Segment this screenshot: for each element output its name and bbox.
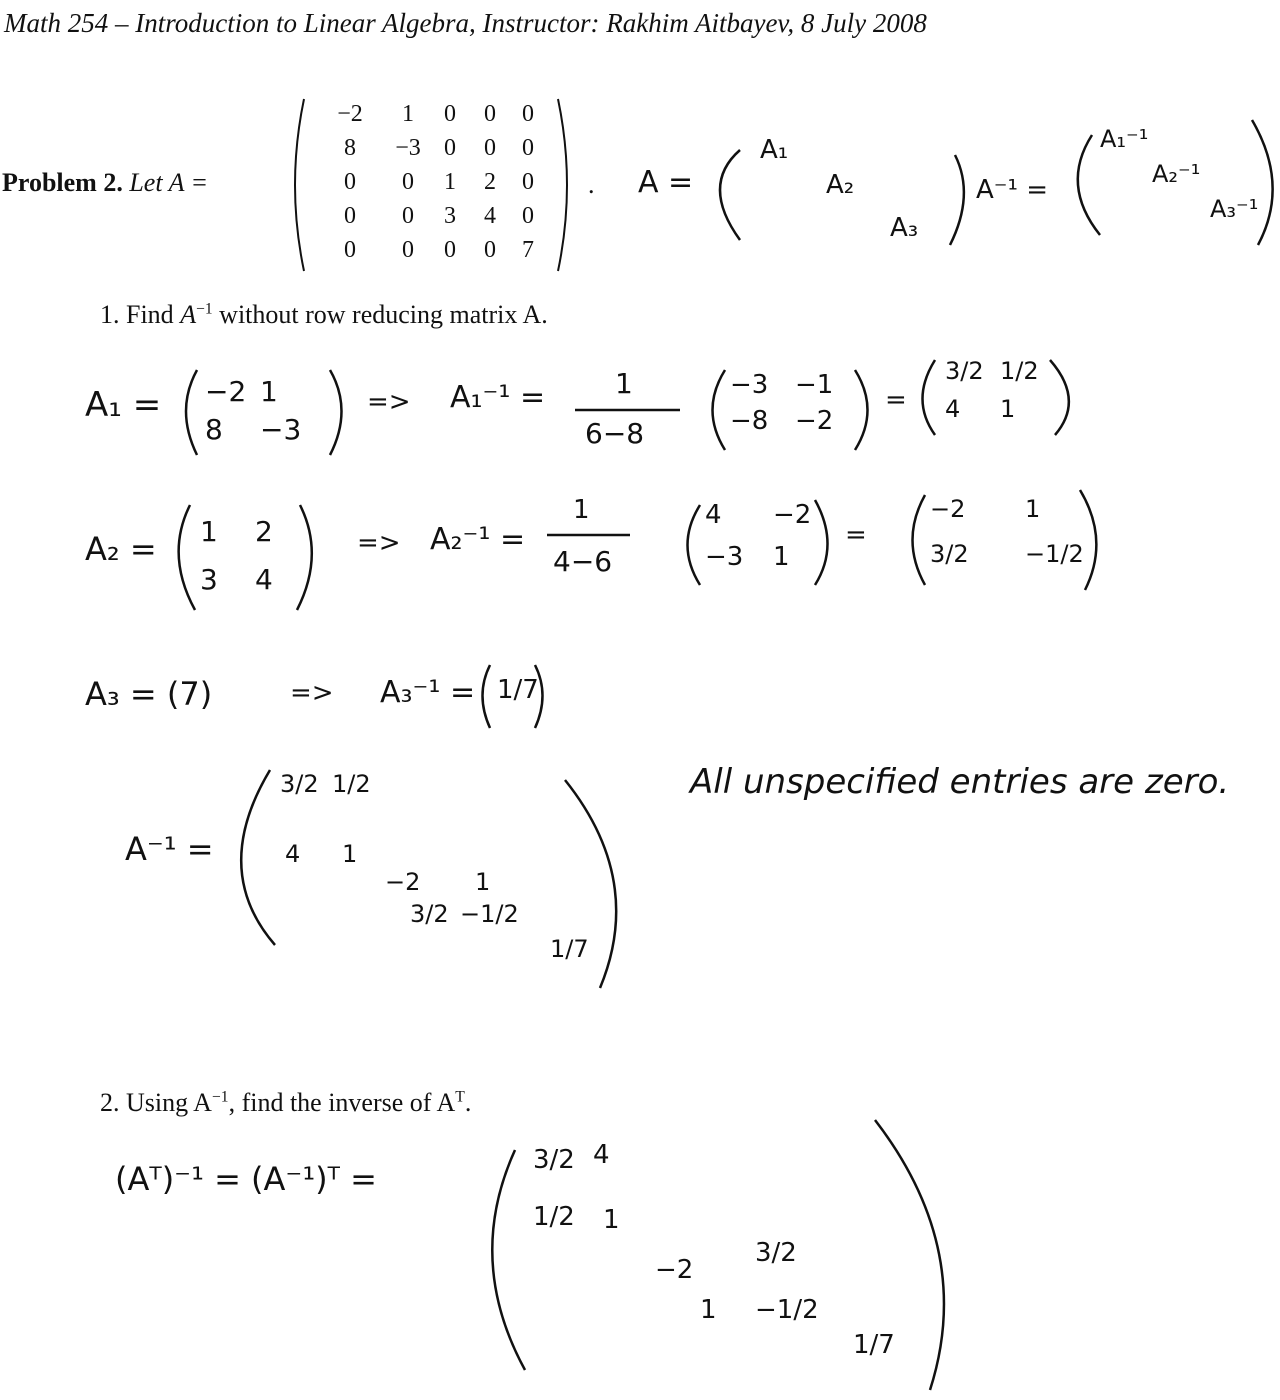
full-inverse-entry: −2 (385, 868, 421, 896)
a1-den: 6−8 (585, 417, 645, 450)
a2-result-entry: −2 (930, 495, 966, 523)
matrix-a-cell: 4 (484, 203, 496, 229)
a2-num: 1 (573, 495, 590, 525)
full-inverse-entry: 3/2 (280, 770, 319, 798)
a1-entry: 8 (205, 413, 223, 446)
a3-label: A₃ = (7) (85, 675, 213, 713)
a1-inverse-line (85, 355, 1185, 465)
a2-adj-entry: −3 (705, 542, 744, 572)
problem-label: Problem 2. (2, 168, 123, 197)
matrix-a-cell: 1 (444, 169, 456, 195)
problem-let: Let A = (129, 168, 209, 197)
matrix-a-cell: 0 (344, 237, 356, 263)
a2-inv-label: A₂⁻¹ = (430, 522, 526, 557)
transpose-lhs: (Aᵀ)⁻¹ = (A⁻¹)ᵀ = (115, 1160, 377, 1198)
matrix-a-cell: 0 (402, 237, 414, 263)
a2-den: 4−6 (553, 545, 613, 578)
transpose-entry: 3/2 (533, 1145, 575, 1175)
matrix-a-cell: 0 (344, 203, 356, 229)
full-inverse-entry: 3/2 (410, 900, 449, 928)
a2-entry: 2 (255, 515, 273, 548)
part2-prompt-mid: , find the inverse of A (228, 1088, 456, 1117)
matrix-a-cell: 0 (522, 169, 534, 195)
a3-inv-label: A₃⁻¹ = (380, 675, 476, 710)
a1-inv-label: A₁⁻¹ = (450, 380, 546, 415)
zero-entries-note: All unspecified entries are zero. (690, 762, 1230, 802)
a1-eq: = (885, 385, 907, 415)
matrix-a-cell: 7 (522, 237, 534, 263)
a2-adj-entry: −2 (773, 500, 812, 530)
a3-inverse-line (85, 650, 685, 740)
block-a-eq: A = (638, 165, 694, 200)
matrix-a-cell: 0 (344, 169, 356, 195)
a1-adj-entry: −2 (795, 406, 834, 436)
part2-prompt-end: . (464, 1088, 472, 1117)
full-inverse (120, 760, 640, 995)
matrix-a-cell: 3 (444, 203, 456, 229)
full-inverse-entry: 1/7 (550, 935, 589, 963)
a1-adj-entry: −3 (730, 370, 769, 400)
transpose-entry: 3/2 (755, 1238, 797, 1268)
transpose-entry: 1/7 (853, 1330, 895, 1360)
matrix-a-period: . (588, 170, 595, 199)
a2-entry: 1 (200, 515, 218, 548)
a2-eq: = (845, 520, 867, 550)
a2-entry: 3 (200, 563, 218, 596)
block-a2inv: A₂⁻¹ (1152, 160, 1201, 188)
matrix-a-cell: 8 (344, 135, 356, 161)
a1-arrow: => (367, 387, 411, 417)
transpose-inverse (115, 1120, 975, 1395)
block-a3inv: A₃⁻¹ (1210, 195, 1259, 223)
transpose-entry: −2 (655, 1255, 694, 1285)
transpose-entry: 4 (593, 1140, 610, 1170)
a2-brackets (85, 490, 1185, 620)
transpose-entry: 1/2 (533, 1202, 575, 1232)
a2-result-entry: 1 (1025, 495, 1041, 523)
transpose-entry: 1 (700, 1295, 717, 1325)
a1-result-entry: 4 (945, 395, 961, 423)
a2-adj-entry: 1 (773, 542, 790, 572)
a1-entry: −3 (260, 413, 302, 446)
a1-result-entry: 1/2 (1000, 357, 1039, 385)
matrix-a-cell: −2 (337, 101, 363, 127)
a3-result: 1/7 (497, 675, 539, 705)
matrix-a (290, 95, 580, 275)
block-a1inv: A₁⁻¹ (1100, 125, 1149, 153)
matrix-a-cell: 0 (522, 203, 534, 229)
a2-adj-entry: 4 (705, 500, 722, 530)
matrix-a-cell: 2 (484, 169, 496, 195)
part2-prompt-sup: −1 (211, 1088, 229, 1106)
part1-prompt-text: 1. Find (100, 300, 181, 329)
a1-entry: −2 (205, 375, 247, 408)
page-header: Math 254 – Introduction to Linear Algebra, Instructor: Rakhim Aitbayev, 8 July 2008 (4, 8, 927, 38)
part2-prompt (100, 1088, 471, 1118)
full-inverse-entry: 4 (285, 840, 301, 868)
matrix-a-cell: 0 (444, 101, 456, 127)
a1-result-entry: 1 (1000, 395, 1016, 423)
matrix-a-cell: 0 (484, 135, 496, 161)
full-inverse-entry: 1 (342, 840, 358, 868)
matrix-a-cell: 0 (522, 135, 534, 161)
a1-result-entry: 3/2 (945, 357, 984, 385)
transpose-entry: 1 (603, 1205, 620, 1235)
part1-prompt: 1. Find $A^{-1}$ without row reducing matrix A. (100, 300, 548, 329)
matrix-a-cell: 0 (444, 237, 456, 263)
part1-prompt-sup: −1 (196, 300, 213, 318)
a2-entry: 4 (255, 563, 273, 596)
a1-num: 1 (615, 367, 633, 400)
block-a3: A₃ (890, 213, 919, 243)
a1-adj-entry: −1 (795, 370, 834, 400)
block-ainv-eq: A⁻¹ = (976, 175, 1048, 205)
a1-label: A₁ = (85, 385, 162, 425)
block-a2: A₂ (826, 170, 855, 200)
matrix-a-cell: 0 (402, 169, 414, 195)
full-inverse-entry: 1 (475, 868, 491, 896)
a3-arrow: => (290, 678, 334, 708)
matrix-a-cell: 0 (484, 101, 496, 127)
full-inverse-entry: 1/2 (332, 770, 371, 798)
a1-adj-entry: −8 (730, 406, 769, 436)
a2-label: A₂ = (85, 530, 157, 568)
matrix-a-cell: 0 (484, 237, 496, 263)
a2-inverse-line (85, 490, 1185, 620)
problem-statement (2, 168, 208, 198)
block-structure-note (630, 95, 1280, 275)
transpose-entry: −1/2 (755, 1295, 819, 1325)
a2-arrow: => (357, 528, 401, 558)
a1-entry: 1 (260, 375, 278, 408)
matrix-a-cell: 0 (522, 101, 534, 127)
a2-result-entry: −1/2 (1025, 540, 1084, 568)
matrix-a-cell: 0 (402, 203, 414, 229)
matrix-a-cell: −3 (395, 135, 421, 161)
matrix-a-cell: 1 (402, 101, 414, 127)
full-inverse-entry: −1/2 (460, 900, 519, 928)
a2-result-entry: 3/2 (930, 540, 969, 568)
part2-prompt-text: 2. Using A (100, 1088, 212, 1117)
part1-prompt-rest: without row reducing matrix A. (212, 300, 548, 329)
matrix-a-cell: 0 (444, 135, 456, 161)
block-a1: A₁ (760, 135, 789, 165)
full-inverse-label: A⁻¹ = (125, 830, 214, 868)
part2-prompt-sup2: T (455, 1088, 465, 1106)
